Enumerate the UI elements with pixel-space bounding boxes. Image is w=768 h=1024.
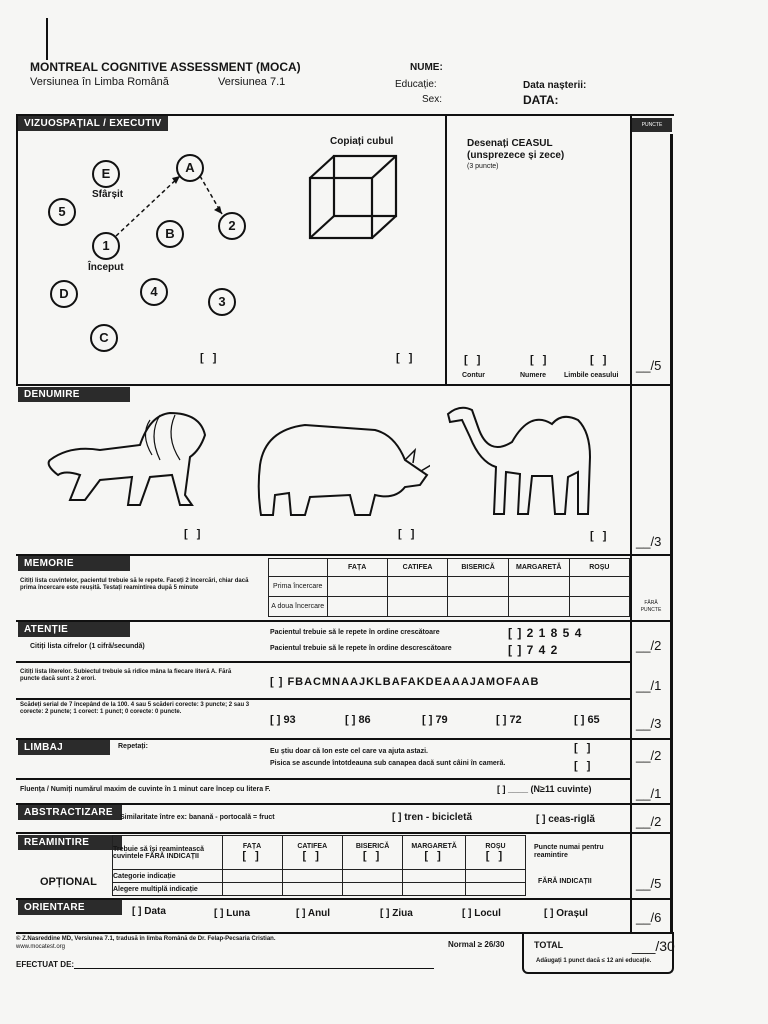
abstraction-score[interactable]: __/2 [636,814,662,829]
mem-cell[interactable] [327,577,387,597]
sex-label: Sex: [422,94,443,105]
pair-watch-ruler[interactable]: [ ] ceas-riglă [536,814,595,825]
sentence-1: Eu știu doar că Ion este cel care va ajuta astazi. [270,748,428,755]
recall-checkbox-1[interactable]: [ ] [242,850,262,862]
birthdate-label: Data nașterii: [523,80,587,91]
divider-language [16,738,672,740]
visuo-score[interactable]: __/5 [636,358,662,373]
trail-node-c: C [90,324,118,352]
recall-checkbox-5[interactable]: [ ] [485,850,506,862]
digits-instructions: Citiți lista cifrelor (1 cifră/secundă) [30,643,145,650]
clock-title: Desenați CEASUL [467,138,553,149]
recall-cell[interactable] [403,883,466,896]
serial-79[interactable]: [ ] 79 [422,714,448,726]
memory-grid [268,558,630,617]
mem-word-5: ROȘU [569,559,629,577]
fluency-box[interactable]: [ ] ____ (N≥11 cuvinte) [497,784,592,794]
form-title: MONTREAL COGNITIVE ASSESSMENT (MOCA) [30,60,301,74]
fluency-score[interactable]: __/1 [636,786,662,801]
total-score[interactable]: ___/30 [632,938,675,954]
recall-cell[interactable] [282,883,342,896]
recall-word-4: MARGARETĂ [411,843,457,850]
divider-fluency [16,778,630,780]
trail-node-a: A [176,154,204,182]
sentence-2: Pisica se ascunde întotdeauna sub canapea dacă sunt câini în cameră. [270,760,506,767]
letters-sequence[interactable]: [ ] FBACMNAAJKLBAFAKDEAAAJAMOFAAB [270,676,540,688]
forward-instructions: Pacientul trebuie să le repete în ordine crescătoare [270,629,440,636]
recall-grid [112,835,526,896]
section-recall: REAMINTIRE [18,835,122,850]
version-label: Versiunea 7.1 [218,76,286,88]
sentence-1-checkbox[interactable]: [ ] [574,742,594,754]
trial1-label: Prima încercare [269,577,328,597]
divider-recall [16,832,672,834]
recall-points-note: Puncte numai pentru reamintire [534,844,604,859]
mem-cell[interactable] [569,597,629,617]
mem-cell[interactable] [508,577,569,597]
serial-instructions: Scădeți serial de 7 începând de la 100. 4 sau 5 scăderi corecte: 3 puncte; 2 sau 3 corecte: 2 puncte; 1 corect: 1 punct; 0 corecte: 0 puncte. [20,702,250,715]
mem-cell[interactable] [508,597,569,617]
recall-word-2: CATIFEA [297,843,328,850]
normal-threshold: Normal ≥ 26/30 [448,940,505,949]
recall-cell[interactable] [282,870,342,883]
orient-day[interactable]: [ ] Ziua [380,908,413,919]
right-border [670,134,673,932]
recall-word-3: BISERICĂ [355,843,390,850]
camel-checkbox[interactable]: [ ] [590,530,610,542]
section-memory: MEMORIE [18,556,130,571]
recall-cell[interactable] [222,870,282,883]
cube-drawing [300,150,410,245]
recall-cell[interactable] [342,870,402,883]
recall-word-5: ROȘU [485,843,506,850]
orient-month[interactable]: [ ] Luna [214,908,251,919]
rhino-checkbox[interactable]: [ ] [398,528,418,540]
abstraction-instructions: Similaritate între ex: banană - portocală = fruct [120,814,275,821]
backward-instructions: Pacientul trebuie să le repete în ordine descrescătoare [270,645,452,652]
margin-mark [46,18,48,60]
website: www.mocatest.org [16,944,66,950]
visuo-divider [445,114,447,384]
education-label: Educație: [395,79,437,90]
repeat-score[interactable]: __/2 [636,748,662,763]
clock-subtitle: (unsprezece și zece) [467,150,565,161]
recall-checkbox-2[interactable]: [ ] [302,850,322,862]
naming-score[interactable]: __/3 [636,534,662,549]
letters-score[interactable]: __/1 [636,678,662,693]
recall-cell[interactable] [222,883,282,896]
orient-city[interactable]: [ ] Orașul [544,908,588,919]
hands-label: Limbile ceasului [564,372,619,379]
serial-93[interactable]: [ ] 93 [270,714,296,726]
divider-naming [16,384,672,386]
lion-image [40,405,215,520]
multiple-choice-label: Alegere multiplă indicație [113,883,223,896]
mem-word-3: BISERICĂ [448,559,509,577]
performed-by-label: EFECTUAT DE: [16,960,75,969]
clock-numbers-checkbox[interactable]: [ ] [530,354,550,366]
recall-word-1: FAȚA [242,843,262,850]
copy-cube-label: Copiați cubul [330,136,394,147]
memory-instructions: Citiți lista cuvintelor, pacientul trebuie să le repete. Faceți 2 încercări, chiar dacă prima încercare este reușită. Testați reamintirea după 5 minute [20,578,249,591]
forward-sequence[interactable]: [ ] 2 1 8 5 4 [508,626,583,640]
digits-score[interactable]: __/2 [636,638,662,653]
no-hints-label: FĂRĂ INDICAȚII [538,878,592,885]
serial-86[interactable]: [ ] 86 [345,714,371,726]
mem-word-4: MARGARETĂ [508,559,569,577]
recall-instructions: Trebuie să își reamintească cuvintele FĂRĂ INDICAȚII [113,836,223,870]
puncte-header: PUNCTE [632,118,672,132]
mem-cell[interactable] [387,577,448,597]
numbers-label: Numere [520,372,547,379]
rhinoceros-image [255,415,430,520]
section-attention: ATENȚIE [18,622,130,637]
score-column-divider [630,114,632,932]
trail-node-e: E [92,160,120,188]
sentence-2-checkbox[interactable]: [ ] [574,760,594,772]
mem-word-2: CATIFEA [387,559,448,577]
mem-cell[interactable] [448,577,509,597]
start-label: Început [88,262,124,273]
category-cue-label: Categorie indicație [113,870,223,883]
recall-checkbox-4[interactable]: [ ] [424,850,444,862]
no-points-label: FĂRĂ PUNCTE [640,600,662,613]
trail-node-b: B [156,220,184,248]
mem-cell[interactable] [387,597,448,617]
orient-year[interactable]: [ ] Anul [296,908,331,919]
end-label: Sfârșit [92,189,124,200]
serial-72[interactable]: [ ] 72 [496,714,522,726]
trial2-label: A doua încercare [269,597,328,617]
performed-by-line[interactable] [74,968,434,969]
divider-serial [16,698,630,700]
orient-date[interactable]: [ ] Data [132,906,166,917]
section-visuospatial: VIZUOSPAȚIAL / EXECUTIV [18,116,168,131]
education-adjustment-note: Adăugați 1 punct dacă ≤ 12 ani educație. [536,958,652,964]
trail-node-5: 5 [48,198,76,226]
trail-node-1: 1 [92,232,120,260]
mem-cell[interactable] [448,597,509,617]
recall-cell[interactable] [465,870,525,883]
mem-cell[interactable] [569,577,629,597]
contour-label: Contur [462,372,485,379]
recall-checkbox-3[interactable]: [ ] [362,850,383,862]
section-abstraction: ABSTRACTIZARE [18,805,122,820]
fluency-instructions: Fluența / Numiți numărul maxim de cuvinte în 1 minut care încep cu litera F. [20,786,271,793]
trail-checkbox[interactable]: [ ] [200,352,220,364]
total-label: TOTAL [534,940,564,950]
clock-hands-checkbox[interactable]: [ ] [590,354,610,366]
divider-letters [16,661,630,663]
name-label: NUME: [410,62,443,73]
section-orientation: ORIENTARE [18,900,122,915]
cube-checkbox[interactable]: [ ] [396,352,416,364]
clock-points: (3 puncte) [467,163,499,170]
copyright: © Z.Nasreddine MD, Versiunea 7.1, tradusă în limba Română de Dr. Felap-Pecsaria Cristian. [16,936,276,942]
date-label: DATA: [523,93,559,107]
letters-instructions: Citiți lista literelor. Subiectul trebuie să ridice mâna la fiecare literă A. Fără puncte dacă sunt ≥ 2 erori. [20,669,232,682]
trail-node-4: 4 [140,278,168,306]
trail-node-3: 3 [208,288,236,316]
mem-word-1: FAȚA [327,559,387,577]
recall-cell[interactable] [342,883,402,896]
lion-checkbox[interactable]: [ ] [184,528,204,540]
trail-node-d: D [50,280,78,308]
pair-train-bicycle[interactable]: [ ] tren - bicicletă [392,812,473,823]
mem-cell[interactable] [327,597,387,617]
recall-score[interactable]: __/5 [636,876,662,891]
backward-sequence[interactable]: [ ] 7 4 2 [508,643,559,657]
left-border [16,114,18,384]
language-version: Versiunea în Limba Română [30,76,169,88]
trail-node-2: 2 [218,212,246,240]
clock-contour-checkbox[interactable]: [ ] [464,354,484,366]
optional-label: OPȚIONAL [40,876,97,888]
section-naming: DENUMIRE [18,387,130,402]
serial-65[interactable]: [ ] 65 [574,714,600,726]
repeat-label: Repetați: [118,743,148,750]
orientation-score[interactable]: __/6 [636,910,662,925]
serial-score[interactable]: __/3 [636,716,662,731]
section-language: LIMBAJ [18,740,110,755]
orient-place[interactable]: [ ] Locul [462,908,501,919]
recall-cell[interactable] [465,883,525,896]
trail-making-area [40,140,290,370]
camel-image [440,402,600,522]
recall-cell[interactable] [403,870,466,883]
